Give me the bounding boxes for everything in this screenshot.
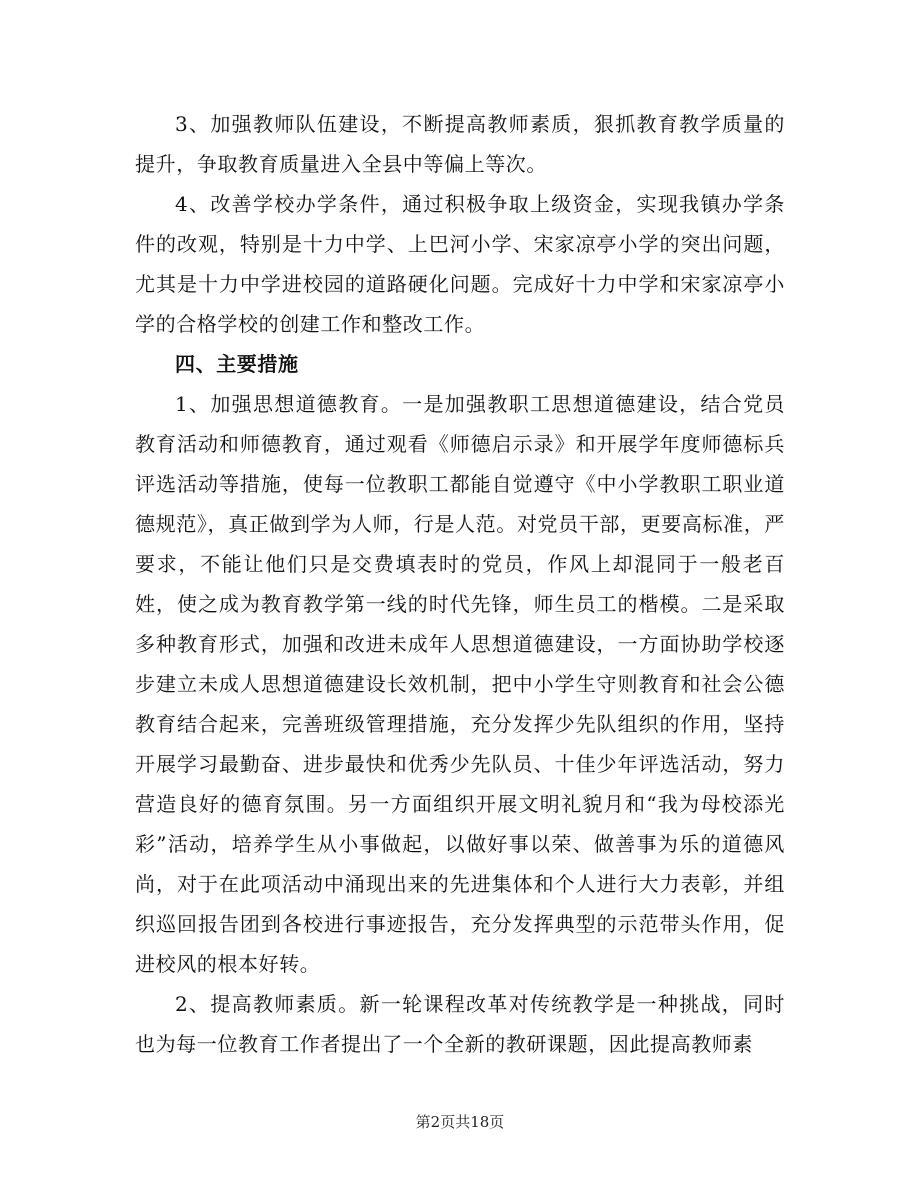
document-body [135, 104, 785, 1064]
page-number-footer: 第2页共18页 [415, 1113, 505, 1131]
goal-paragraph-4: 4、改善学校办学条件，通过积极争取上级资金，实现我镇办学条件的改观，特别是十力中学、上巴河小学、宋家凉亭小学的突出问题，尤其是十力中学进校园的道路硬化问题。完成好十力中学和宋家凉亭小学的合格学校的创建工作和整改工作。 [135, 192, 785, 336]
measure-paragraph-1: 1、加强思想道德教育。一是加强教职工思想道德建设，结合党员教育活动和师德教育，通过观看《师德启示录》和开展学年度师德标兵评选活动等措施，使每一位教职工都能自觉遵守《中小学教职工职业道德规范》，真正做到学为人师，行是人范。对党员干部，更要高标准，严要求，不能让他们只是交费填表时的党员，作风上却混同于一般老百姓，使之成为教育教学第一线的时代先锋，师生员工的楷模。二是采取多种教育形式，加强和改进未成年人思想道德建设，一方面协助学校逐步建立未成人思想道德建设长效机制，把中小学生守则教育和社会公德教育结合起来，完善班级管理措施，充分发挥少先队组织的作用，坚持开展学习最勤奋、进步最快和优秀少先队员、十佳少年评选活动，努力营造良好的德育氛围。另一方面组织开展文明礼貌月和“我为母校添光彩”活动，培养学生从小事做起，以做好事以荣、做善事为乐的道德风尚，对于在此项活动中涌现出来的先进集体和个人进行大力表彰，并组织巡回报告团到各校进行事迹报告，充分发挥典型的示范带头作用，促进校风的根本好转。 [135, 392, 785, 976]
measure-paragraph-2: 2、提高教师素质。新一轮课程改革对传统教学是一种挑战，同时也为每一位教育工作者提出了一个全新的教研课题，因此提高教师素 [135, 992, 785, 1056]
goal-paragraph-3: 3、加强教师队伍建设，不断提高教师素质，狠抓教育教学质量的提升，争取教育质量进入全县中等偏上等次。 [135, 112, 785, 176]
section-heading: 四、主要措施 [175, 352, 299, 376]
